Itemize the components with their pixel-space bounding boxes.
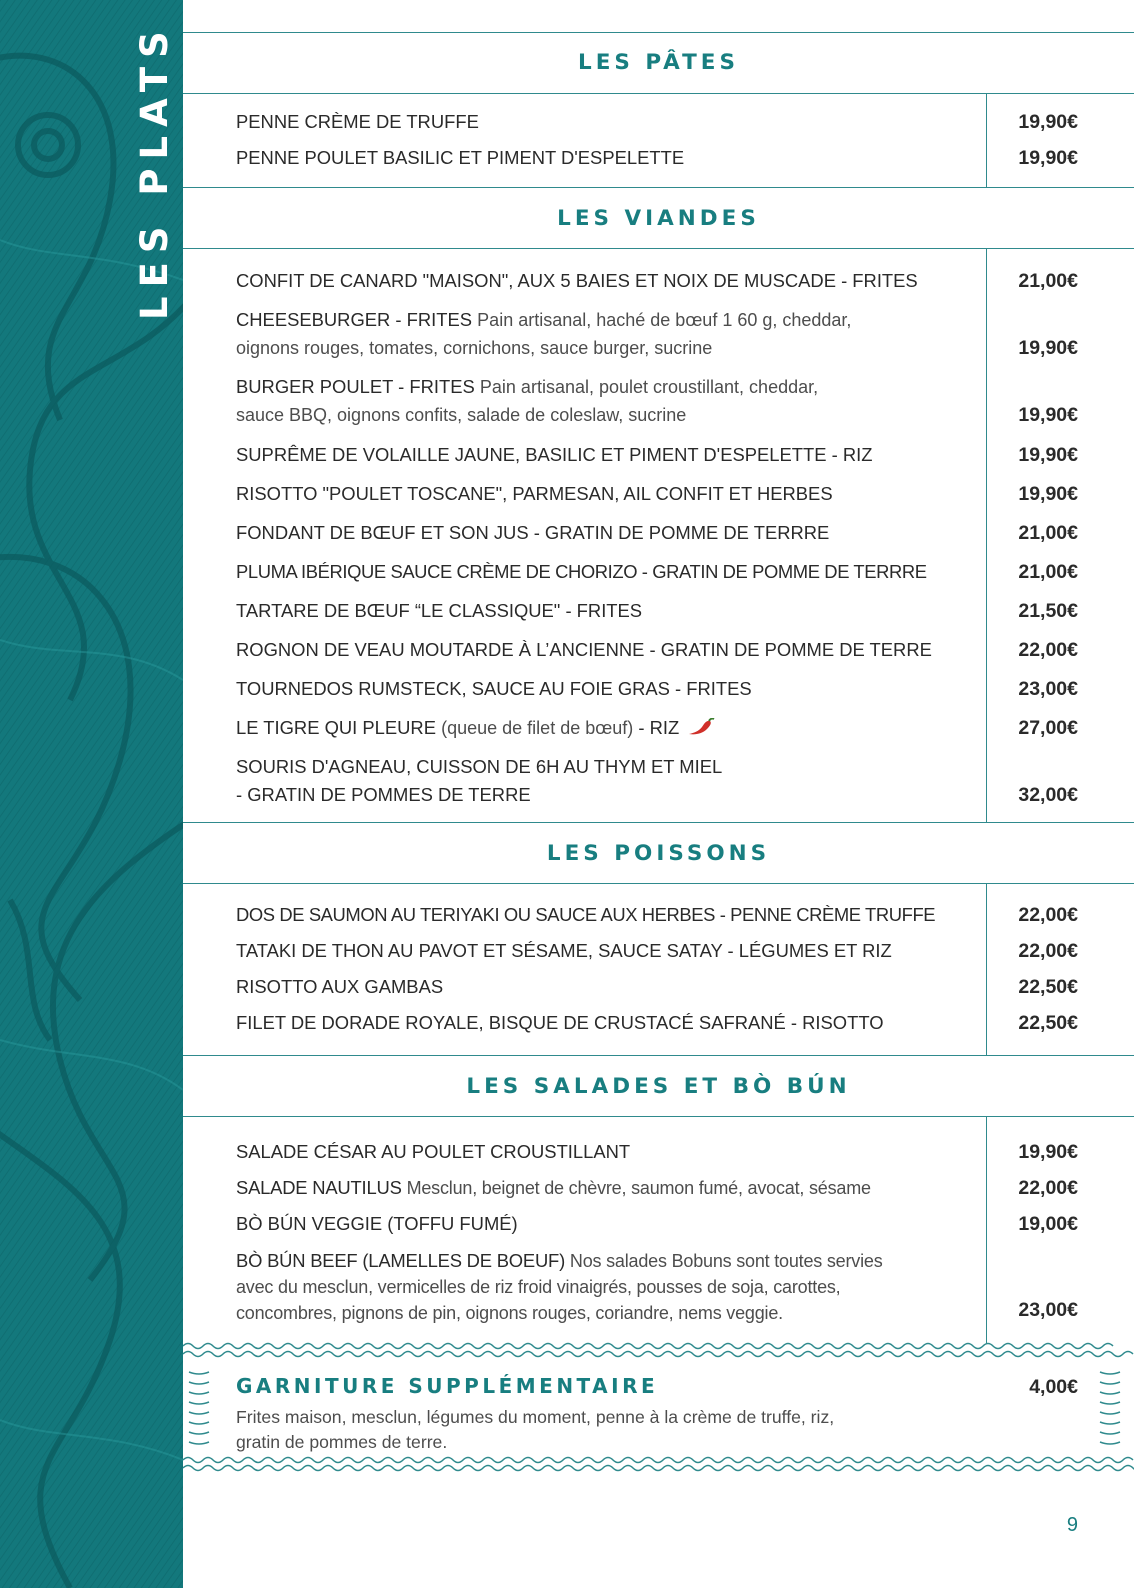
menu-item: PENNE CRÈME DE TRUFFE: [236, 111, 479, 132]
menu-item: RISOTTO AUX GAMBAS: [236, 976, 444, 997]
divider: [183, 93, 1134, 94]
menu-item: BURGER POULET - FRITES Pain artisanal, poulet croustillant, cheddar, sauce BBQ, oignons confits, salade de coleslaw, sucrine: [236, 376, 819, 425]
menu-item: CHEESEBURGER - FRITES Pain artisanal, haché de bœuf 1 60 g, cheddar, oignons rouges, tomates, cornichons, sauce burger, sucrine: [236, 309, 852, 358]
decorative-sidebar: [0, 0, 183, 1588]
octopus-engraving-illustration: [0, 0, 183, 1588]
item-description: Nos salades Bobuns sont toutes servies: [569, 1251, 883, 1271]
item-description: Mesclun, beignet de chèvre, saumon fumé, avocat, sésame: [406, 1178, 871, 1198]
chili-pepper-icon: [688, 718, 716, 736]
garniture-description: Frites maison, mesclun, légumes du moment, penne à la crème de truffe, riz, gratin de pommes de terre.: [236, 1407, 835, 1452]
section-title-poissons: LES POISSONS: [546, 841, 771, 866]
item-price: 21,00€: [1018, 561, 1078, 583]
divider: [183, 1055, 1134, 1056]
item-price: 19,90€: [1018, 111, 1078, 133]
divider: [183, 822, 1134, 823]
item-price: 21,50€: [1018, 600, 1078, 622]
item-price: 22,50€: [1018, 976, 1078, 998]
item-description: sauce BBQ, oignons confits, salade de coleslaw, sucrine: [236, 405, 687, 425]
item-price: 23,00€: [1018, 1299, 1078, 1321]
item-price: 19,90€: [1018, 483, 1078, 505]
divider: [183, 1116, 1134, 1117]
sidebar-title: LES PLATS: [133, 22, 176, 320]
menu-item: BÒ BÚN BEEF (LAMELLES DE BOEUF) Nos salades Bobuns sont toutes servies avec du mesclun, vermicelles de riz froid vinaigrés, pousses de soja, carottes, concombres, pignons de pin, oignons rouges, coriandre, nems veggie.: [236, 1250, 883, 1323]
menu-item: SALADE NAUTILUS Mesclun, beignet de chèvre, saumon fumé, avocat, sésame: [236, 1177, 871, 1198]
item-price: 19,00€: [1018, 1213, 1078, 1235]
menu-item: LE TIGRE QUI PLEURE (queue de filet de bœuf) - RIZ: [236, 714, 976, 742]
item-price: 32,00€: [1018, 784, 1078, 806]
item-price: 19,90€: [1018, 337, 1078, 359]
item-price: 19,90€: [1018, 147, 1078, 169]
item-price: 27,00€: [1018, 717, 1078, 739]
item-price: 22,00€: [1018, 1177, 1078, 1199]
menu-item: SUPRÊME DE VOLAILLE JAUNE, BASILIC ET PIMENT D'ESPELETTE - RIZ: [236, 444, 873, 465]
menu-content: [183, 0, 1134, 1588]
item-description: concombres, pignons de pin, oignons rouges, coriandre, nems veggie.: [236, 1303, 783, 1323]
menu-item: PLUMA IBÉRIQUE SAUCE CRÈME DE CHORIZO - GRATIN DE POMME DE TERRRE: [236, 561, 927, 582]
divider: [183, 883, 1134, 884]
page-number: 9: [1066, 1514, 1078, 1536]
menu-item: FILET DE DORADE ROYALE, BISQUE DE CRUSTACÉ SAFRANÉ - RISOTTO: [236, 1012, 884, 1033]
garniture-title: GARNITURE SUPPLÉMENTAIRE: [236, 1374, 659, 1398]
menu-item: ROGNON DE VEAU MOUTARDE À L’ANCIENNE - GRATIN DE POMME DE TERRE: [236, 639, 932, 660]
menu-item: BÒ BÚN VEGGIE (TOFFU FUMÉ): [236, 1213, 518, 1234]
item-price: 21,00€: [1018, 522, 1078, 544]
item-price: 22,50€: [1018, 1012, 1078, 1034]
item-description: Pain artisanal, haché de bœuf 1 60 g, cheddar,: [477, 310, 852, 330]
item-description: Pain artisanal, poulet croustillant, cheddar,: [479, 377, 819, 397]
garniture-price: 4,00€: [1029, 1376, 1078, 1398]
item-price: 21,00€: [1018, 270, 1078, 292]
item-price: 22,00€: [1018, 904, 1078, 926]
divider: [183, 187, 1134, 188]
menu-item: TARTARE DE BŒUF “LE CLASSIQUE" - FRITES: [236, 600, 643, 621]
menu-item: SOURIS D'AGNEAU, CUISSON DE 6H AU THYM ET MIEL - GRATIN DE POMMES DE TERRE: [236, 756, 723, 805]
item-price: 19,90€: [1018, 1141, 1078, 1163]
item-price: 23,00€: [1018, 678, 1078, 700]
section-title-pates: LES PÂTES: [578, 50, 739, 75]
item-price: 19,90€: [1018, 404, 1078, 426]
item-description: avec du mesclun, vermicelles de riz froid vinaigrés, pousses de soja, carottes,: [236, 1277, 841, 1297]
menu-item: PENNE POULET BASILIC ET PIMENT D'ESPELETTE: [236, 147, 685, 168]
menu-item: FONDANT DE BŒUF ET SON JUS - GRATIN DE POMME DE TERRRE: [236, 522, 830, 543]
item-price: 19,90€: [1018, 444, 1078, 466]
item-description: oignons rouges, tomates, cornichons, sauce burger, sucrine: [236, 338, 713, 358]
menu-item: TATAKI DE THON AU PAVOT ET SÉSAME, SAUCE SATAY - LÉGUMES ET RIZ: [236, 940, 892, 961]
divider: [183, 248, 1134, 249]
menu-item: DOS DE SAUMON AU TERIYAKI OU SAUCE AUX HERBES - PENNE CRÈME TRUFFE: [236, 904, 936, 925]
menu-item: SALADE CÉSAR AU POULET CROUSTILLANT: [236, 1141, 631, 1162]
section-title-salades: LES SALADES ET BÒ BÚN: [466, 1074, 851, 1099]
menu-item: TOURNEDOS RUMSTECK, SAUCE AU FOIE GRAS - FRITES: [236, 678, 752, 699]
section-title-viandes: LES VIANDES: [557, 206, 760, 231]
menu-item: RISOTTO "POULET TOSCANE", PARMESAN, AIL CONFIT ET HERBES: [236, 483, 833, 504]
item-price: 22,00€: [1018, 639, 1078, 661]
menu-item: CONFIT DE CANARD "MAISON", AUX 5 BAIES ET NOIX DE MUSCADE - FRITES: [236, 270, 918, 291]
divider: [183, 32, 1134, 33]
item-price: 22,00€: [1018, 940, 1078, 962]
item-description: (queue de filet de bœuf): [441, 718, 634, 738]
